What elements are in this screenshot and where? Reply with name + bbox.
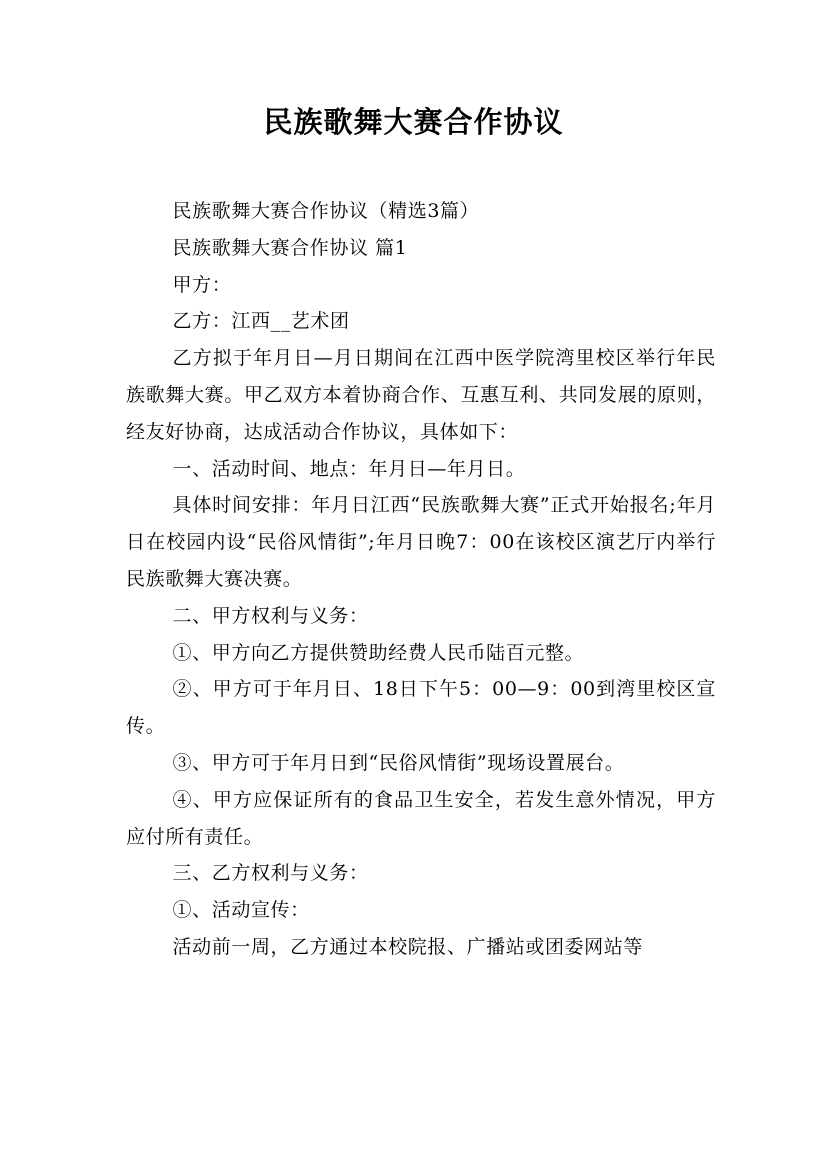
paragraph: 甲方： <box>172 273 232 296</box>
document-body <box>126 193 716 966</box>
document-title: 民族歌舞大赛合作协议 <box>263 105 564 139</box>
paragraph: 活动前一周，乙方通过本校院报、广播站或团委网站等 <box>172 935 643 958</box>
paragraph: ②、甲方可于年月日、18日下午5：00—9：00到湾里校区宣传。 <box>126 678 716 738</box>
paragraph: 民族歌舞大赛合作协议（精选3篇） <box>172 200 480 222</box>
paragraph: 二、甲方权利与义务： <box>172 604 369 627</box>
paragraph: 乙方拟于年月日—月日期间在江西中医学院湾里校区举行年民族歌舞大赛。甲乙双方本着协商合作、互惠互利、共同发展的原则，经友好协商，达成活动合作协议，具体如下： <box>126 347 716 443</box>
paragraph: ④、甲方应保证所有的食品卫生安全，若发生意外情况，甲方应付所有责任。 <box>126 788 716 848</box>
paragraph: 乙方：江西__艺术团 <box>172 310 350 333</box>
paragraph: ①、活动宣传： <box>172 899 310 922</box>
paragraph: 具体时间安排：年月日江西“民族歌舞大赛”正式开始报名;年月日在校园内设“民俗风情街”;年月日晚7：00在该校区演艺厅内举行民族歌舞大赛决赛。 <box>126 494 716 590</box>
paragraph: 一、活动时间、地点：年月日—年月日。 <box>172 457 526 480</box>
paragraph: ①、甲方向乙方提供赞助经费人民币陆百元整。 <box>172 641 585 664</box>
paragraph: 民族歌舞大赛合作协议 篇1 <box>172 236 408 259</box>
paragraph: 三、乙方权利与义务： <box>172 862 369 885</box>
paragraph: ③、甲方可于年月日到“民俗风情街”现场设置展台。 <box>172 751 625 774</box>
